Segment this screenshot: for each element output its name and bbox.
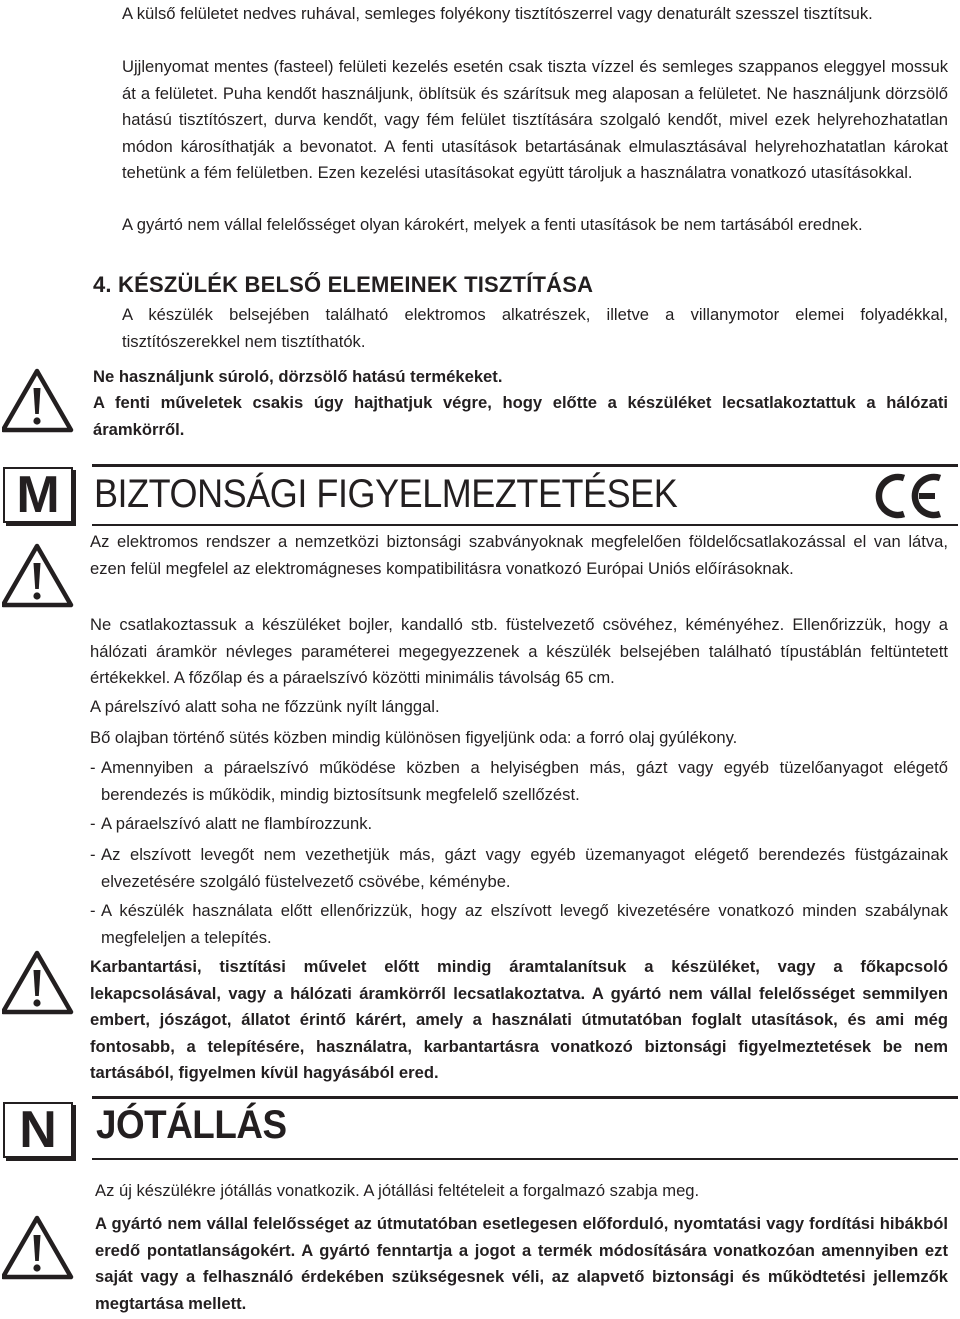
warning-triangle-icon <box>2 368 74 434</box>
section-4-title: 4. KÉSZÜLÉK BELSŐ ELEMEINEK TISZTÍTÁSA <box>93 272 594 297</box>
bullet-dash: - <box>90 845 96 864</box>
bullet-dash: - <box>90 814 96 833</box>
section-marker-n <box>3 1102 73 1158</box>
safety-rule-top <box>92 464 958 467</box>
safety-rule-bottom <box>92 524 958 526</box>
section-marker-letter: M <box>16 466 60 524</box>
safety-title: BIZTONSÁGI FIGYELMEZTETÉSEK <box>94 472 678 516</box>
bullet-dash: - <box>90 758 96 777</box>
warning-triangle-icon <box>2 543 74 609</box>
safety-paragraph-1: Az elektromos rendszer a nemzetközi biztonsági szabványoknak megfelelően földelőcsatlakozással el van látva, ezen felül megfelel az elektromágneses kompatibilitásra vonatkozó Európai Uniós előírásoknak. <box>90 532 948 578</box>
intro-paragraph-2: Ujjlenyomat mentes (fasteel) felületi kezelés esetén csak tiszta vízzel és semleges szappanos eleggyel mossuk át a felületet. Puha kendőt használjunk, öblítsük és szárítsuk meg alaposan a felületet. Ne használjunk dörzsölő hatású tisztítószert, durva kendőt, vagy fém felület tisztítására szolgaló kendőt, mivel ezek helyrehozhatatlan módon károsíthatják a bevonatot. A fenti utasítások betartásának elmulasztásával helyrehozhatatlan károkat tehetünk a fém felületben. Ezen kezelési utasításokat együtt tároljuk a használatra vonatkozó utasításokkal. <box>122 57 948 182</box>
intro-paragraph-3: A gyártó nem vállal felelősséget olyan károkért, melyek a fenti utasítások be nem tartásából erednek. <box>122 215 863 234</box>
safety-bold-warning: Karbantartási, tisztítási művelet előtt mindig áramtalanítsuk a készüléket, vagy a főkapcsoló lekapcsolásával, vagy a hálózati áramkörről lecsatlakoztatva. A gyártó nem vállal felelősséget semmilyen embert, jószágot, állatot érintő kárért, amely a használati útmutatóban foglalt utasítások, és ami még fontosabb, a telepítésére, használatra, karbantartásra vonatkozó biztonsági figyelmeztetések be nem tartásából, figyelmen kívül hagyásából ered. <box>90 957 948 1082</box>
safety-bullet-2: A páraelszívó alatt ne flambírozzunk. <box>101 814 373 833</box>
section-4-body: A készülék belsejében található elektromos alkatrészek, illetve a villanymotor elemei folyadékkal, tisztítószerekkel nem tisztíthatók. <box>122 305 948 351</box>
warranty-title: JÓTÁLLÁS <box>96 1103 287 1147</box>
safety-bullet-1: Amennyiben a páraelszívó működése közben a helyiségben más, gázt vagy egyéb tüzelőanyagot elégető berendezés is működik, mindig biztosítsunk megfelelő szellőzést. <box>101 758 948 804</box>
section-marker-letter: N <box>19 1101 57 1159</box>
warranty-bold-disclaimer: A gyártó nem vállal felelősséget az útmutatóban esetlegesen előforduló, nyomtatási vagy fordítási hibákból eredő pontatlanságokért. A gyártó fenntartja a jogot a termék módosítására vonatkozóan amennyiben ezt saját vagy a felhasználó érdekében szükségesnek véli, az alapvető biztonsági és működtetési jellemzők megtartása mellett. <box>95 1214 948 1313</box>
safety-bullet-4: A készülék használata előtt ellenőrizzük, hogy az elszívott levegő kivezetésére vonatkozó minden szabálynak megfeleljen a telepítés. <box>101 901 948 947</box>
section-marker-m <box>3 467 73 523</box>
ce-mark-icon <box>872 472 944 520</box>
warning-triangle-icon <box>2 950 74 1016</box>
intro-paragraph-1: A külső felületet nedves ruhával, semleges folyékony tisztítószerrel vagy denaturált szesszel tisztítsuk. <box>122 4 873 23</box>
section-4-warning-2: A fenti műveletek csakis úgy hajthatjuk végre, hogy előtte a készüléket lecsatlakoztattuk a hálózati áramkörről. <box>93 393 948 439</box>
warranty-rule-top <box>92 1096 958 1099</box>
safety-paragraph-3: A párelszívó alatt soha ne főzzünk nyílt lánggal. <box>90 697 440 716</box>
warning-triangle-icon <box>2 1215 74 1281</box>
bullet-dash: - <box>90 901 96 920</box>
safety-paragraph-2: Ne csatlakoztassuk a készüléket bojler, kandalló stb. füstelvezető csövéhez, kéményéhez. Ellenőrizzük, hogy a hálózati áramkör névleges paraméterei megegyezzenek a készülék belsejében található típustáblán feltüntetett értékekkel. A főzőlap és a páraelszívó közötti minimális távolság 65 cm. <box>90 615 948 687</box>
warranty-paragraph: Az új készülékre jótállás vonatkozik. A jótállási feltételeit a forgalmazó szabja meg. <box>95 1181 700 1200</box>
safety-bullet-3: Az elszívott levegőt nem vezethetjük más, gázt vagy egyéb üzemanyagot elégető berendezés füstgázainak elvezetésére szolgáló füstelvezető csövébe, kéménybe. <box>101 845 948 891</box>
section-4-warning-1: Ne használjunk súroló, dörzsölő hatású termékeket. <box>93 367 503 386</box>
safety-paragraph-4: Bő olajban történő sütés közben mindig különösen figyeljünk oda: a forró olaj gyúlékony. <box>90 728 738 747</box>
warranty-rule-bottom <box>92 1158 958 1160</box>
